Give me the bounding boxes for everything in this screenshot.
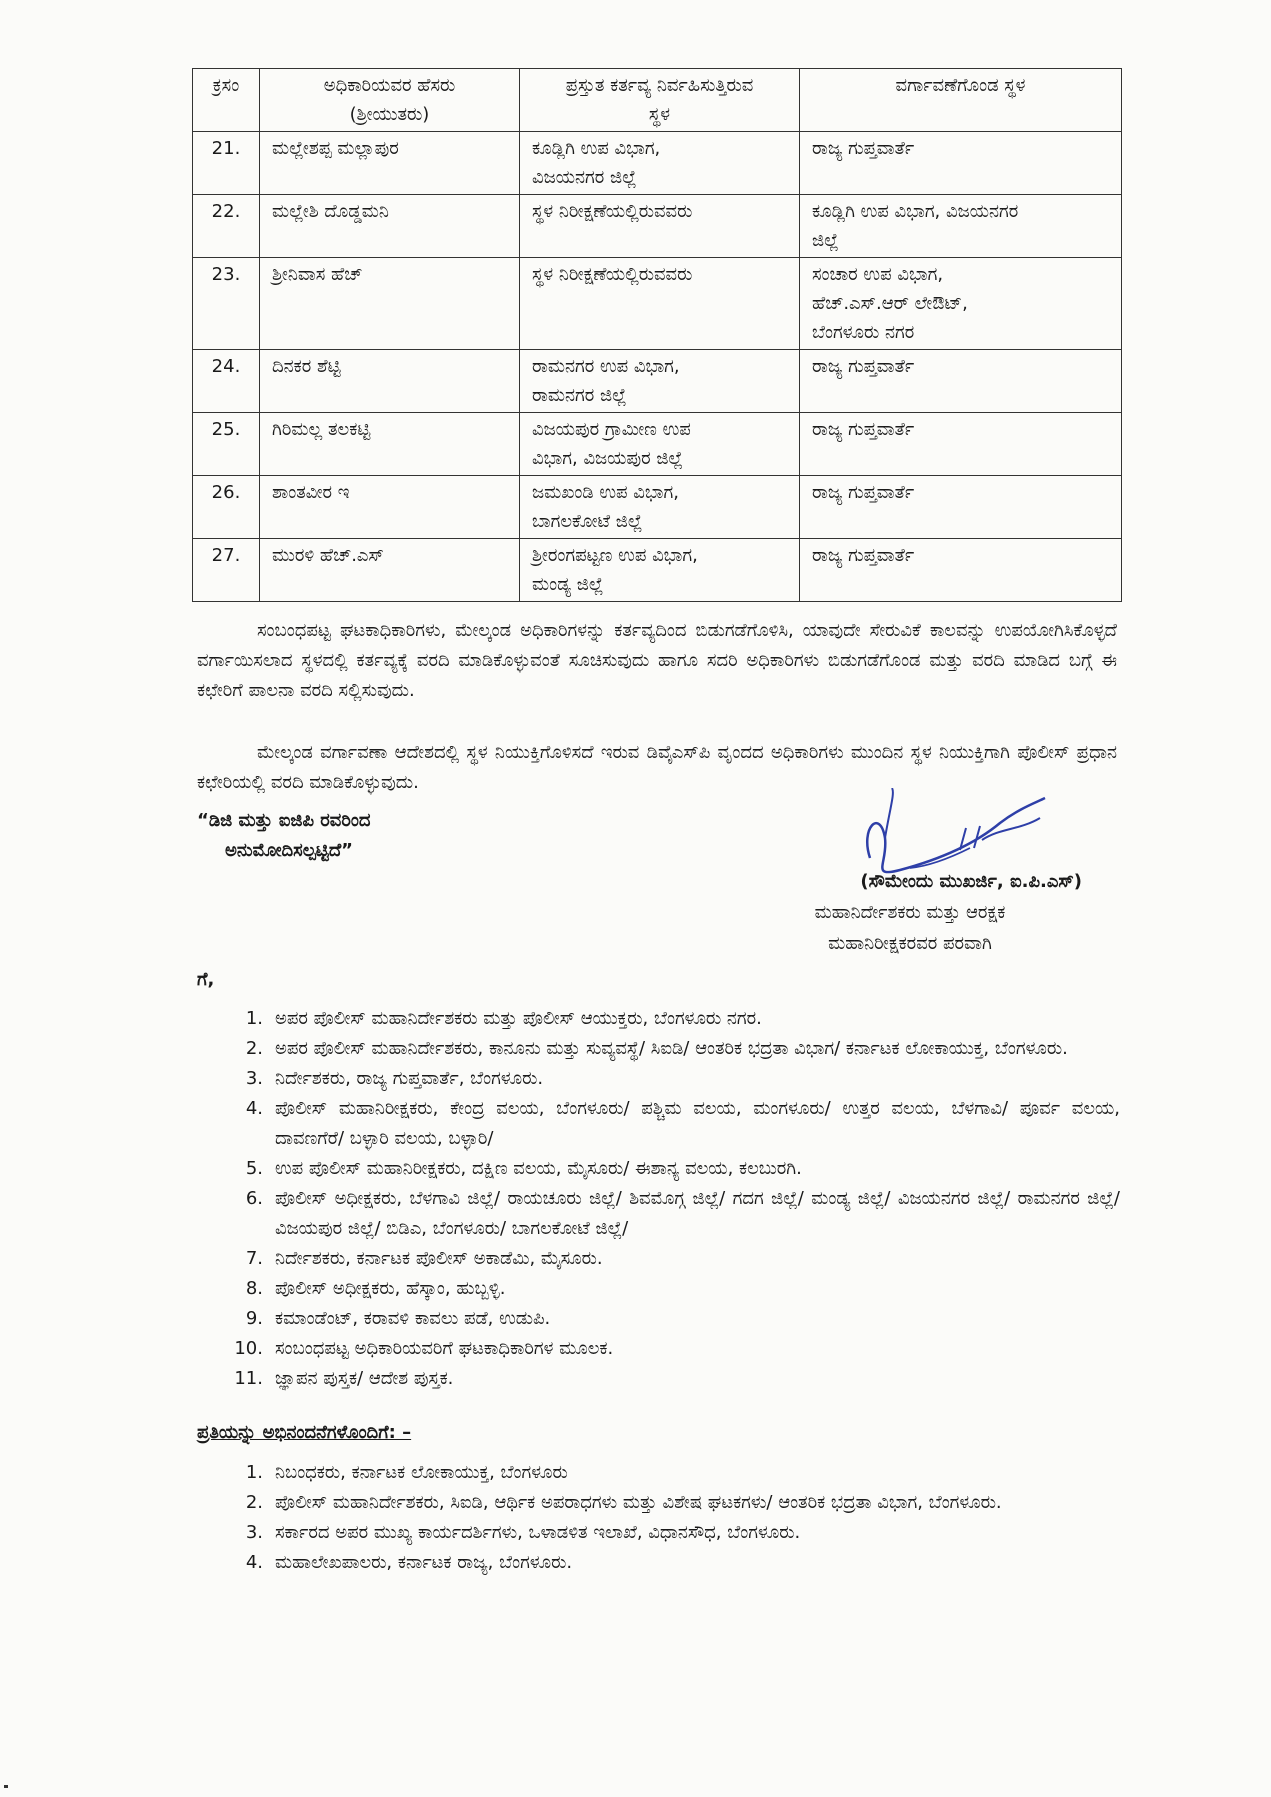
list-item-text: ನಿಬಂಧಕರು, ಕರ್ನಾಟಕ ಲೋಕಾಯುಕ್ತ, ಬೆಂಗಳೂರು — [275, 1462, 568, 1483]
signatory-name: (ಸೌಮೇಂದು ಮುಖರ್ಜಿ, ಐ.ಪಿ.ಎಸ್) — [860, 871, 1082, 892]
table-row — [193, 413, 1122, 476]
cell-officer-name — [260, 539, 520, 602]
to-label: ಗೆ, — [197, 969, 215, 990]
list-item-number: 10. — [234, 1338, 263, 1359]
cell-line: ರಾಜ್ಯ ಗುಪ್ತವಾರ್ತೆ — [812, 419, 915, 440]
list-item-text: ಪೊಲೀಸ್ ಮಹಾನಿರೀಕ್ಷಕರು, ಕೇಂದ್ರ ವಲಯ, ಬೆಂಗಳೂರು/ ಪಶ್ಚಿಮ ವಲಯ, ಮಂಗಳೂರು/ ಉತ್ತರ ವಲಯ, ಬೆಳಗಾವಿ/ ಪೂರ್ವ ವಲಯ, ದಾವಣಗೆರೆ/ ಬಳ್ಳಾರಿ ವಲಯ, ಬಳ್ಳಾರಿ/ — [275, 1098, 1120, 1149]
table-body — [193, 132, 1122, 602]
list-item — [225, 1548, 1120, 1578]
list-item — [225, 1488, 1120, 1518]
cell-line: 23. — [211, 264, 241, 285]
cell-line: ಮುರಳಿ ಹೆಚ್.ಎಸ್ — [272, 545, 384, 566]
list-item-number: 1. — [245, 1008, 263, 1029]
cell-serial — [193, 350, 260, 413]
cell-line: ವಿಜಯನಗರ ಜಿಲ್ಲೆ — [532, 167, 637, 188]
cell-line: ಸ್ಥಳ ನಿರೀಕ್ಷಣೆಯಲ್ಲಿರುವವರು — [532, 264, 693, 285]
list-item-number: 9. — [245, 1308, 263, 1329]
list-item-text: ಅಪರ ಪೊಲೀಸ್ ಮಹಾನಿರ್ದೇಶಕರು ಮತ್ತು ಪೊಲೀಸ್ ಆಯುಕ್ತರು, ಬೆಂಗಳೂರು ನಗರ. — [275, 1008, 762, 1029]
cell-line: 22. — [211, 201, 241, 222]
cell-line: ಜಿಲ್ಲೆ — [812, 230, 839, 251]
table-row — [193, 476, 1122, 539]
cell-posted-place — [800, 195, 1122, 258]
table-row — [193, 539, 1122, 602]
cell-posted-place — [800, 350, 1122, 413]
transfer-table — [192, 68, 1122, 602]
list-item — [225, 1458, 1120, 1488]
list-item-text: ಸರ್ಕಾರದ ಅಪರ ಮುಖ್ಯ ಕಾರ್ಯದರ್ಶಿಗಳು, ಒಳಾಡಳಿತ ಇಲಾಖೆ, ವಿಧಾನಸೌಧ, ಬೆಂಗಳೂರು. — [275, 1522, 801, 1543]
list-item-text: ಸಂಬಂಧಪಟ್ಟ ಅಧಿಕಾರಿಯವರಿಗೆ ಘಟಕಾಧಿಕಾರಿಗಳ ಮೂಲಕ. — [275, 1338, 614, 1359]
list-item — [225, 1364, 1120, 1394]
cell-line: 27. — [211, 545, 241, 566]
list-item — [225, 1004, 1120, 1034]
cell-line: ರಾಜ್ಯ ಗುಪ್ತವಾರ್ತೆ — [812, 138, 915, 159]
cell-line: ರಾಜ್ಯ ಗುಪ್ತವಾರ್ತೆ — [812, 545, 915, 566]
recipients-list — [225, 1004, 1120, 1394]
cell-line: ಹೆಚ್.ಎಸ್.ಆರ್ ಲೇಔಟ್, — [812, 293, 968, 314]
list-item-text: ಪೊಲೀಸ್ ಅಧೀಕ್ಷಕರು, ಹೆಸ್ಕಾಂ, ಹುಬ್ಬಳ್ಳಿ. — [275, 1278, 506, 1299]
cell-line: 26. — [211, 482, 241, 503]
cell-posted-place — [800, 132, 1122, 195]
cell-posted-place — [800, 413, 1122, 476]
table-row — [193, 258, 1122, 350]
cell-line: 24. — [211, 356, 241, 377]
cell-current-post — [520, 195, 800, 258]
cell-line: ಬಾಗಲಕೋಟೆ ಜಿಲ್ಲೆ — [532, 511, 643, 532]
header-current-post — [520, 69, 800, 132]
cell-line: ಸ್ಥಳ ನಿರೀಕ್ಷಣೆಯಲ್ಲಿರುವವರು — [532, 201, 693, 222]
instruction-paragraph-1 — [197, 616, 1117, 706]
cell-line: ಶ್ರೀನಿವಾಸ ಹೆಚ್ — [272, 264, 363, 285]
cell-line: ಗಿರಿಮಲ್ಲ ತಲಕಟ್ಟಿ — [272, 419, 371, 440]
cell-line: ರಾಜ್ಯ ಗುಪ್ತವಾರ್ತೆ — [812, 356, 915, 377]
list-item-text: ಅಪರ ಪೊಲೀಸ್ ಮಹಾನಿರ್ದೇಶಕರು, ಕಾನೂನು ಮತ್ತು ಸುವ್ಯವಸ್ಥೆ/ ಸಿಐಡಿ/ ಆಂತರಿಕ ಭದ್ರತಾ ವಿಭಾಗ/ ಕರ್ನಾಟಕ ಲೋಕಾಯುಕ್ತ, ಬೆಂಗಳೂರು. — [275, 1038, 1068, 1059]
list-item-number: 6. — [245, 1188, 263, 1209]
list-item-text: ಕಮಾಂಡೆಂಟ್, ಕರಾವಳಿ ಕಾವಲು ಪಡೆ, ಉಡುಪಿ. — [275, 1308, 551, 1329]
cell-officer-name — [260, 258, 520, 350]
cell-serial — [193, 132, 260, 195]
cell-posted-place — [800, 476, 1122, 539]
list-item-text: ಪೊಲೀಸ್ ಅಧೀಕ್ಷಕರು, ಬೆಳಗಾವಿ ಜಿಲ್ಲೆ/ ರಾಯಚೂರು ಜಿಲ್ಲೆ/ ಶಿವಮೊಗ್ಗ ಜಿಲ್ಲೆ/ ಗದಗ ಜಿಲ್ಲೆ/ ಮಂಡ್ಯ ಜಿಲ್ಲೆ/ ವಿಜಯನಗರ ಜಿಲ್ಲೆ/ ರಾಮನಗರ ಜಿಲ್ಲೆ/ ವಿಜಯಪುರ ಜಿಲ್ಲೆ/ ಬಿಡಿಎ, ಬೆಂಗಳೂರು/ ಬಾಗಲಕೋಟೆ ಜಿಲ್ಲೆ/ — [275, 1188, 1120, 1239]
cell-line: ಜಮಖಂಡಿ ಉಪ ವಿಭಾಗ, — [532, 482, 679, 503]
list-item — [225, 1274, 1120, 1304]
list-item-text: ನಿರ್ದೇಶಕರು, ರಾಜ್ಯ ಗುಪ್ತವಾರ್ತೆ, ಬೆಂಗಳೂರು. — [275, 1068, 544, 1089]
cell-officer-name — [260, 350, 520, 413]
list-item — [225, 1304, 1120, 1334]
cell-line: ರಾಜ್ಯ ಗುಪ್ತವಾರ್ತೆ — [812, 482, 915, 503]
approval-line: ಅನುಮೋದಿಸಲ್ಪಟ್ಟಿದೆ” — [225, 840, 354, 861]
header-line: ಸ್ಥಳ — [648, 104, 671, 125]
cell-officer-name — [260, 195, 520, 258]
signatory-designation: ಮಹಾನಿರ್ದೇಶಕರು ಮತ್ತು ಆರಕ್ಷಕ — [814, 902, 1006, 923]
cell-line: 21. — [211, 138, 241, 159]
list-item — [225, 1518, 1120, 1548]
cell-current-post — [520, 132, 800, 195]
cell-line: ಕೂಡ್ಲಿಗಿ ಉಪ ವಿಭಾಗ, ವಿಜಯನಗರ — [812, 201, 1019, 222]
list-item-text: ಪೊಲೀಸ್ ಮಹಾನಿರ್ದೇಶಕರು, ಸಿಐಡಿ, ಆರ್ಥಿಕ ಅಪರಾಧಗಳು ಮತ್ತು ವಿಶೇಷ ಘಟಕಗಳು/ ಆಂತರಿಕ ಭದ್ರತಾ ವಿಭಾಗ, ಬೆಂಗಳೂರು. — [275, 1492, 1002, 1513]
approval-line: “ಡಿಜಿ ಮತ್ತು ಐಜಿಪಿ ರವರಿಂದ — [197, 810, 371, 831]
approval-note — [197, 806, 370, 866]
cell-line: ರಾಮನಗರ ಉಪ ವಿಭಾಗ, — [532, 356, 680, 377]
header-officer-name — [260, 69, 520, 132]
cell-line: ಮಲ್ಲೇಶಿ ದೊಡ್ಡಮನಿ — [272, 201, 389, 222]
header-line: ಅಧಿಕಾರಿಯವರ ಹೆಸರು — [323, 75, 456, 96]
cell-line: ಮಂಡ್ಯ ಜಿಲ್ಲೆ — [532, 574, 604, 595]
cell-serial — [193, 539, 260, 602]
cell-serial — [193, 413, 260, 476]
list-item-text: ನಿರ್ದೇಶಕರು, ಕರ್ನಾಟಕ ಪೊಲೀಸ್ ಅಕಾಡೆಮಿ, ಮೈಸೂರು. — [275, 1248, 603, 1269]
signatory-designation: ಮಹಾನಿರೀಕ್ಷಕರವರ ಪರವಾಗಿ — [828, 933, 992, 954]
list-item-number: 11. — [234, 1368, 263, 1389]
cell-line: ಸಂಚಾರ ಉಪ ವಿಭಾಗ, — [812, 264, 944, 285]
cell-line: ಕೂಡ್ಲಿಗಿ ಉಪ ವಿಭಾಗ, — [532, 138, 661, 159]
cell-officer-name — [260, 132, 520, 195]
list-item — [225, 1184, 1120, 1244]
list-item-number: 5. — [245, 1158, 263, 1179]
list-item-number: 3. — [245, 1068, 263, 1089]
cell-posted-place — [800, 539, 1122, 602]
paragraph-text: ಮೇಲ್ಕಂಡ ವರ್ಗಾವಣಾ ಆದೇಶದಲ್ಲಿ ಸ್ಥಳ ನಿಯುಕ್ತಿಗೊಳಿಸದೆ ಇರುವ ಡಿವೈಎಸ್‌ಪಿ ವೃಂದದ ಅಧಿಕಾರಿಗಳು ಮುಂದಿನ ಸ್ಥಳ ನಿಯುಕ್ತಿಗಾಗಿ ಪೊಲೀಸ್ ಪ್ರಧಾನ ಕಛೇರಿಯಲ್ಲಿ ವರದಿ ಮಾಡಿಕೊಳ್ಳುವುದು. — [197, 742, 1117, 793]
list-item — [225, 1034, 1120, 1064]
cell-line: ರಾಮನಗರ ಜಿಲ್ಲೆ — [532, 385, 627, 406]
list-item-text: ಮಹಾಲೇಖಪಾಲರು, ಕರ್ನಾಟಕ ರಾಜ್ಯ, ಬೆಂಗಳೂರು. — [275, 1552, 573, 1573]
cell-serial — [193, 258, 260, 350]
page-mark — [4, 1785, 8, 1788]
list-item-number: 1. — [245, 1462, 263, 1483]
cell-current-post — [520, 413, 800, 476]
cell-line: 25. — [211, 419, 241, 440]
cell-current-post — [520, 539, 800, 602]
paragraph-text: ಸಂಬಂಧಪಟ್ಟ ಘಟಕಾಧಿಕಾರಿಗಳು, ಮೇಲ್ಕಂಡ ಅಧಿಕಾರಿಗಳನ್ನು ಕರ್ತವ್ಯದಿಂದ ಬಿಡುಗಡೆಗೊಳಿಸಿ, ಯಾವುದೇ ಸೇರುವಿಕೆ ಕಾಲವನ್ನು ಉಪಯೋಗಿಸಿಕೊಳ್ಳದೆ ವರ್ಗಾಯಿಸಲಾದ ಸ್ಥಳದಲ್ಲಿ ಕರ್ತವ್ಯಕ್ಕೆ ವರದಿ ಮಾಡಿಕೊಳ್ಳುವಂತೆ ಸೂಚಿಸುವುದು ಹಾಗೂ ಸದರಿ ಅಧಿಕಾರಿಗಳು ಬಿಡುಗಡೆಗೊಂಡ ಮತ್ತು ವರದಿ ಮಾಡಿದ ಬಗ್ಗೆ ಈ ಕಛೇರಿಗೆ ಪಾಲನಾ ವರದಿ ಸಲ್ಲಿಸುವುದು. — [197, 620, 1117, 701]
header-line: ಪ್ರಸ್ತುತ ಕರ್ತವ್ಯ ನಿರ್ವಹಿಸುತ್ತಿರುವ — [565, 75, 754, 96]
copy-label: ಪ್ರತಿಯನ್ನು ಅಭಿನಂದನೆಗಳೊಂದಿಗೆ: – — [197, 1422, 412, 1443]
cell-line: ಶಾಂತವೀರ ಇ — [272, 482, 350, 503]
list-item — [225, 1154, 1120, 1184]
cell-line: ವಿಭಾಗ, ವಿಜಯಪುರ ಜಿಲ್ಲೆ — [532, 448, 683, 469]
list-item-number: 7. — [245, 1248, 263, 1269]
cell-serial — [193, 195, 260, 258]
cell-line: ವಿಜಯಪುರ ಗ್ರಾಮೀಣ ಉಪ — [532, 419, 691, 440]
list-item-number: 8. — [245, 1278, 263, 1299]
cell-line: ಶ್ರೀರಂಗಪಟ್ಟಣ ಉಪ ವಿಭಾಗ, — [532, 545, 698, 566]
list-item-number: 3. — [245, 1522, 263, 1543]
cell-line: ಬೆಂಗಳೂರು ನಗರ — [812, 322, 915, 343]
cell-current-post — [520, 350, 800, 413]
list-item-text: ಉಪ ಪೊಲೀಸ್ ಮಹಾನಿರೀಕ್ಷಕರು, ದಕ್ಷಿಣ ವಲಯ, ಮೈಸೂರು/ ಈಶಾನ್ಯ ವಲಯ, ಕಲಬುರಗಿ. — [275, 1158, 802, 1179]
copies-list — [225, 1458, 1120, 1578]
list-item-number: 2. — [245, 1038, 263, 1059]
cell-current-post — [520, 476, 800, 539]
cell-serial — [193, 476, 260, 539]
cell-line: ದಿನಕರ ಶೆಟ್ಟಿ — [272, 356, 341, 377]
signature-block — [700, 866, 1120, 959]
header-line: (ಶ್ರೀಯುತರು) — [349, 104, 430, 125]
cell-officer-name — [260, 476, 520, 539]
list-item-number: 2. — [245, 1492, 263, 1513]
list-item — [225, 1244, 1120, 1274]
table-row — [193, 195, 1122, 258]
table-row — [193, 132, 1122, 195]
cell-officer-name — [260, 413, 520, 476]
header-serial: ಕ್ರಸಂ — [193, 69, 260, 132]
table-row — [193, 350, 1122, 413]
list-item — [225, 1334, 1120, 1364]
header-posted-place: ವರ್ಗಾವಣೆಗೊಂಡ ಸ್ಥಳ — [800, 69, 1122, 132]
cell-posted-place — [800, 258, 1122, 350]
list-item — [225, 1094, 1120, 1154]
cell-line: ಮಲ್ಲೇಶಪ್ಪ ಮಲ್ಲಾಪುರ — [272, 138, 399, 159]
list-item — [225, 1064, 1120, 1094]
list-item-number: 4. — [245, 1552, 263, 1573]
table-header-row — [193, 69, 1122, 132]
list-item-text: ಜ್ಞಾಪನ ಪುಸ್ತಕ/ ಆದೇಶ ಪುಸ್ತಕ. — [275, 1368, 454, 1389]
list-item-number: 4. — [245, 1098, 263, 1119]
cell-current-post — [520, 258, 800, 350]
